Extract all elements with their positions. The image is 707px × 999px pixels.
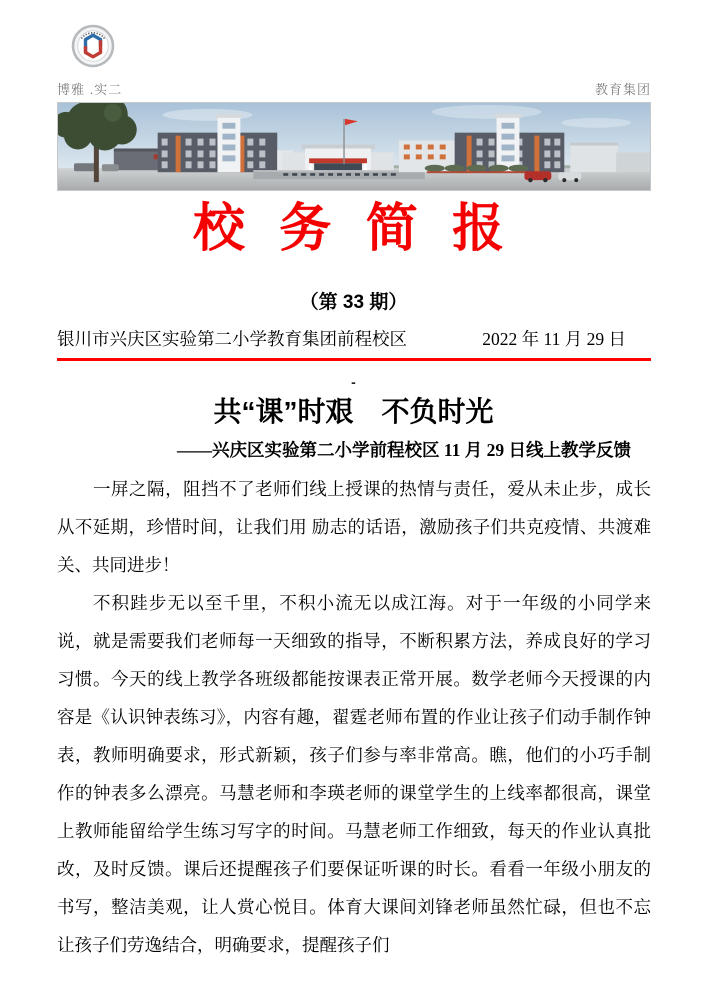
header-left-label: 博雅 .实二	[57, 82, 123, 97]
issue-number: （第 33 期）	[299, 292, 408, 313]
header-right-label: 教育集团	[594, 82, 651, 97]
article-title: 共“课”时艰 不负时光	[213, 396, 494, 427]
campus-photo-illustration	[58, 103, 650, 190]
paragraph: 一屏之隔，阻挡不了老师们线上授课的热情与责任，爱从未止步，成长从不延期，珍惜时间，让我们用 励志的话语，激励孩子们共克疫情、共渡难关、共同进步！	[57, 479, 651, 575]
paragraph: 不积跬步无以至千里，不积小流无以成江海。对于一年级的小同学来说，就是需要我们老师每一天细致的指导，不断积累方法，养成良好的学习习惯。今天的线上教学各班级都能按课表正常开展。数学老师今天授课的内容是《认识钟表练习》，内容有趣，翟霆老师布置的作业让孩子们动手制作钟表，教师明确要求，形式新颖，孩子们参与率非常高。瞧，他们的小巧手制作的钟表多么漂亮。马慧老师和李瑛老师的课堂学生的上线率都很高，课堂上教师能留给学生练习写字的时间。马慧老师工作细致，每天的作业认真批改，及时反馈。课后还提醒孩子们要保证听课的时长。看看一年级小朋友的书写，整洁美观，让人赏心悦目。体育大课间刘锋老师虽然忙碌，但也不忘让孩子们劳逸结合，明确要求，提醒孩子们	[57, 593, 651, 955]
article-subtitle: ——兴庆区实验第二小学前程校区 11 月 29 日线上教学反馈	[176, 440, 631, 460]
publish-date: 2022 年 11 月 29 日	[482, 329, 626, 349]
separator-dash: -	[351, 374, 356, 390]
school-name: 银川市兴庆区实验第二小学教育集团前程校区	[57, 329, 407, 349]
header-row	[57, 79, 651, 98]
school-logo	[71, 23, 115, 69]
bulletin-title: 校 务 简 报	[192, 200, 515, 258]
masthead-info-line	[57, 326, 651, 361]
school-emblem-icon	[71, 23, 115, 69]
campus-photo	[57, 102, 651, 191]
article-body	[57, 470, 651, 964]
